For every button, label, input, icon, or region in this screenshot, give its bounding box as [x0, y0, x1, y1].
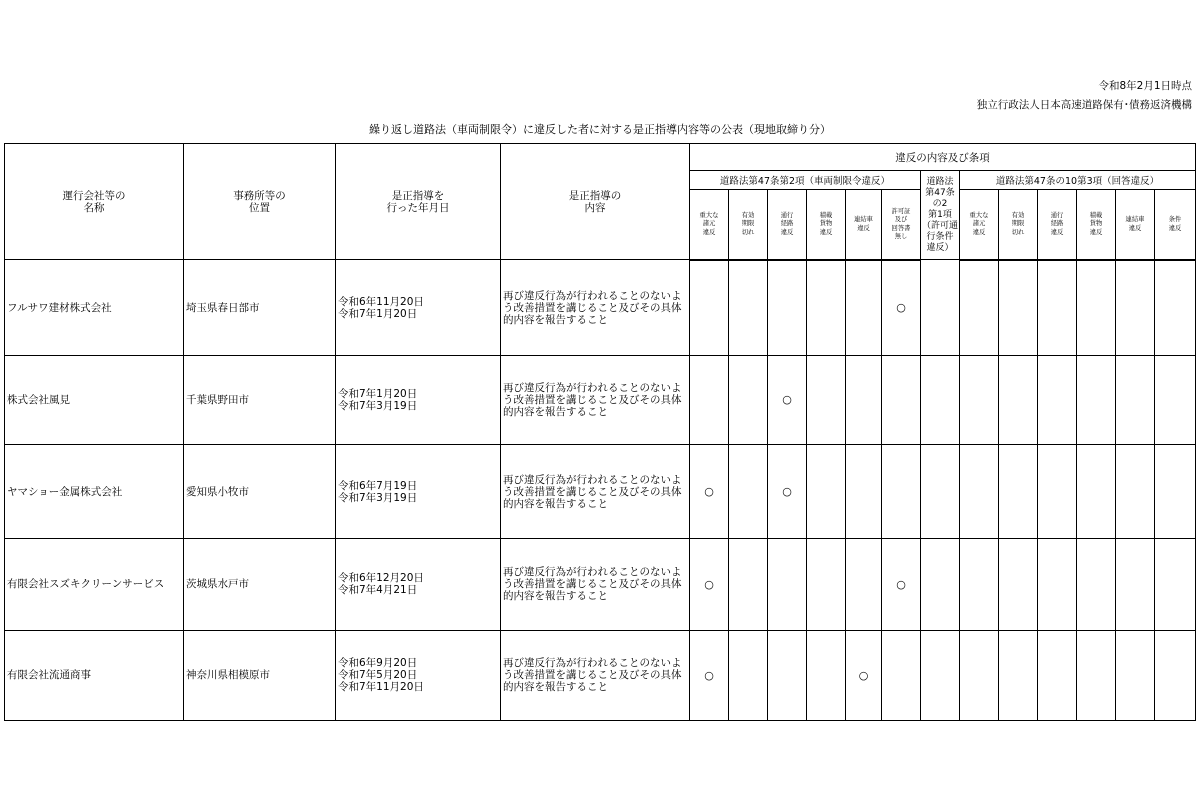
violation-cell — [768, 539, 807, 630]
violation-cell — [690, 539, 729, 630]
violation-cell — [1038, 445, 1077, 539]
violation-cell — [882, 539, 921, 630]
guidance-dates: 令和7年1月20日 令和7年3月19日 — [336, 355, 501, 444]
table-row — [5, 260, 1196, 355]
company-name: ヤマショー金属株式会社 — [5, 445, 184, 539]
header-col: 有効 期限 切れ — [999, 190, 1038, 260]
violation-cell — [960, 355, 999, 444]
organization-name: 独立行政法人日本高速道路保有･債務返済機構 — [976, 99, 1192, 111]
guidance-dates: 令和6年9月20日 令和7年5月20日 令和7年11月20日 — [336, 630, 501, 720]
company-name: 有限会社流通商事 — [5, 630, 184, 720]
violation-cell — [1077, 539, 1116, 630]
table-row — [5, 630, 1196, 720]
violation-mark: ○ — [704, 668, 714, 682]
table-row — [5, 539, 1196, 630]
violation-mark: ○ — [782, 393, 792, 407]
violation-cell — [960, 539, 999, 630]
header-col: 重大な 諸元 違反 — [690, 190, 729, 260]
guidance-content: 再び違反行為が行われることのないよう改善措置を講じること及びその具体的内容を報告すること — [501, 630, 690, 720]
violation-cell — [807, 355, 846, 444]
violation-cell — [1155, 260, 1196, 355]
violation-cell — [729, 630, 768, 720]
header-col: 連結車 違反 — [846, 190, 882, 260]
guidance-content: 再び違反行為が行われることのないよう改善措置を講じること及びその具体的内容を報告すること — [501, 445, 690, 539]
violation-cell — [999, 539, 1038, 630]
violation-cell — [690, 355, 729, 444]
violation-cell — [999, 355, 1038, 444]
violation-cell — [999, 630, 1038, 720]
violation-mark: ○ — [704, 577, 714, 591]
violation-mark: ○ — [782, 485, 792, 499]
violation-cell — [921, 260, 960, 355]
violation-cell — [690, 630, 729, 720]
guidance-content: 再び違反行為が行われることのないよう改善措置を講じること及びその具体的内容を報告すること — [501, 260, 690, 355]
violation-cell — [729, 260, 768, 355]
violation-cell — [846, 539, 882, 630]
header-company: 運行会社等の 名称 — [5, 144, 184, 260]
header-group3: 道路法第47条の10第3項（回答違反） — [960, 171, 1196, 190]
violation-cell — [729, 355, 768, 444]
violation-cell — [1116, 445, 1155, 539]
violation-cell — [846, 630, 882, 720]
violation-cell — [807, 445, 846, 539]
violation-cell — [807, 630, 846, 720]
violation-cell — [1116, 260, 1155, 355]
violation-cell — [690, 260, 729, 355]
header-col: 条件 違反 — [1155, 190, 1196, 260]
header-content: 是正指導の 内容 — [501, 144, 690, 260]
violation-cell — [921, 630, 960, 720]
violation-cell — [768, 445, 807, 539]
guidance-dates: 令和6年11月20日 令和7年1月20日 — [336, 260, 501, 355]
violation-cell — [1116, 539, 1155, 630]
header-col: 積載 貨物 違反 — [1077, 190, 1116, 260]
violation-cell — [729, 539, 768, 630]
violation-cell — [960, 445, 999, 539]
violation-cell — [999, 260, 1038, 355]
violation-cell — [1077, 445, 1116, 539]
header-group1: 道路法第47条第2項（車両制限令違反） — [690, 171, 921, 190]
violation-cell — [1077, 260, 1116, 355]
table-row — [5, 355, 1196, 444]
violation-cell — [768, 260, 807, 355]
guidance-content: 再び違反行為が行われることのないよう改善措置を講じること及びその具体的内容を報告すること — [501, 539, 690, 630]
violation-cell — [1077, 355, 1116, 444]
header-col: 積載 貨物 違反 — [807, 190, 846, 260]
header-col: 重大な 諸元 違反 — [960, 190, 999, 260]
violation-mark: ○ — [704, 485, 714, 499]
violation-cell — [1038, 355, 1077, 444]
violation-cell — [882, 260, 921, 355]
violation-cell — [1038, 260, 1077, 355]
violation-cell — [807, 539, 846, 630]
office-location: 埼玉県春日部市 — [184, 260, 336, 355]
violation-cell — [1116, 630, 1155, 720]
header-col: 有効 期限 切れ — [729, 190, 768, 260]
header-date: 是正指導を 行った年月日 — [336, 144, 501, 260]
guidance-content: 再び違反行為が行われることのないよう改善措置を講じること及びその具体的内容を報告すること — [501, 355, 690, 444]
violation-cell — [960, 260, 999, 355]
violations-table — [4, 143, 1196, 721]
office-location: 愛知県小牧市 — [184, 445, 336, 539]
violation-cell — [1116, 355, 1155, 444]
table-row — [5, 445, 1196, 539]
violation-cell — [846, 355, 882, 444]
publication-date: 令和8年2月1日時点 — [1098, 80, 1192, 92]
office-location: 千葉県野田市 — [184, 355, 336, 444]
header-violation: 違反の内容及び条項 — [690, 144, 1196, 171]
guidance-dates: 令和6年12月20日 令和7年4月21日 — [336, 539, 501, 630]
violation-cell — [1077, 630, 1116, 720]
violation-cell — [921, 539, 960, 630]
violation-cell — [882, 630, 921, 720]
header-col: 通行 経路 違反 — [768, 190, 807, 260]
guidance-dates: 令和6年7月19日 令和7年3月19日 — [336, 445, 501, 539]
violation-cell — [882, 445, 921, 539]
violation-cell — [690, 445, 729, 539]
violation-mark: ○ — [896, 577, 906, 591]
violation-mark: ○ — [896, 301, 906, 315]
header-office: 事務所等の 位置 — [184, 144, 336, 260]
violation-cell — [768, 355, 807, 444]
violation-cell — [999, 445, 1038, 539]
header-col: 許可証 及び 回答書 無し — [882, 190, 921, 260]
company-name: フルサワ建材株式会社 — [5, 260, 184, 355]
violation-mark: ○ — [858, 668, 869, 682]
violation-cell — [1038, 539, 1077, 630]
company-name: 有限会社スズキクリーンサービス — [5, 539, 184, 630]
office-location: 神奈川県相模原市 — [184, 630, 336, 720]
violation-cell — [960, 630, 999, 720]
violation-cell — [1155, 445, 1196, 539]
violation-cell — [921, 445, 960, 539]
violation-cell — [882, 355, 921, 444]
violation-cell — [1155, 630, 1196, 720]
office-location: 茨城県水戸市 — [184, 539, 336, 630]
violation-cell — [1155, 539, 1196, 630]
violation-cell — [846, 260, 882, 355]
header-col: 通行 経路 違反 — [1038, 190, 1077, 260]
violation-cell — [807, 260, 846, 355]
violation-cell — [846, 445, 882, 539]
document-title: 繰り返し道路法（車両制限令）に違反した者に対する是正指導内容等の公表（現地取締り分） — [369, 123, 831, 136]
violation-cell — [921, 355, 960, 444]
violation-cell — [1038, 630, 1077, 720]
company-name: 株式会社風見 — [5, 355, 184, 444]
violation-cell — [729, 445, 768, 539]
violation-cell — [1155, 355, 1196, 444]
violation-cell — [768, 630, 807, 720]
header-group2: 道路法 第47条 の2 第1項 （許可通 行条件 違反） — [921, 171, 960, 260]
header-col: 連結車 違反 — [1116, 190, 1155, 260]
